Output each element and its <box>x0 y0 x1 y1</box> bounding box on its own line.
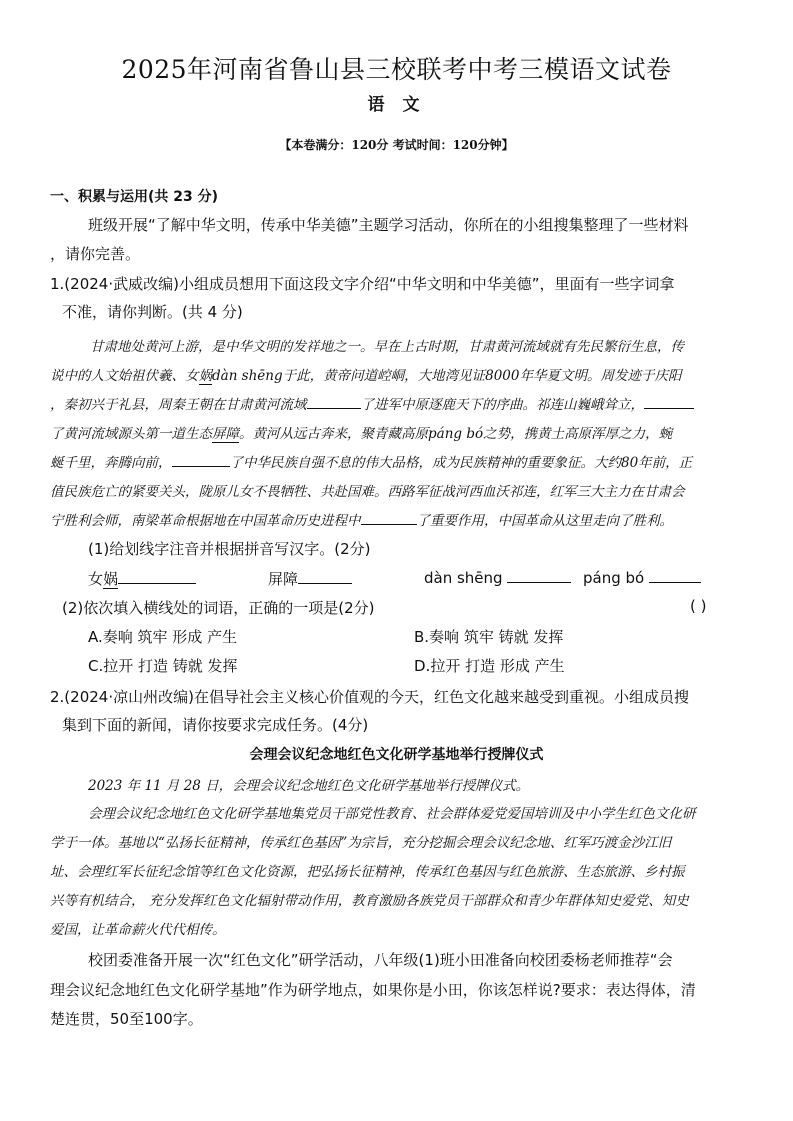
fill-blank <box>307 394 361 409</box>
underlined-word: 屏障 <box>212 426 239 442</box>
pinyin-answer-item: dàn shēng <box>424 568 571 587</box>
news-paragraph: 会理会议纪念地红色文化研学基地集党员干部党性教育、社会群体爱党爱国培训及中小学生红色文化研 <box>88 806 696 822</box>
fill-blank <box>644 394 694 409</box>
news-title: 会理会议纪念地红色文化研学基地举行授牌仪式 <box>249 747 544 763</box>
option-c[interactable]: C.拉开 打造 铸就 发挥 <box>88 657 238 675</box>
fill-blank <box>361 510 417 525</box>
pinyin-answer-item: 女娲 <box>88 568 196 589</box>
passage-line: 蜒千里，奔腾向前， 了中华民族自强不息的伟大品格，成为民族精神的重要象征。大约80年前，正 <box>50 451 692 471</box>
option-b[interactable]: B.奏响 筑牢 铸就 发挥 <box>414 628 564 646</box>
news-paragraph: 爱国，让革命薪火代代相传。 <box>50 922 226 938</box>
subquestion-2-label: (2)依次填入横线处的词语，正确的一项是(2分) <box>62 599 375 617</box>
task-instruction: 校团委准备开展一次“红色文化”研学活动，八年级(1)班小田准备向校团委杨老师推荐“会 <box>88 951 673 969</box>
underlined-char: 娲 <box>198 368 212 384</box>
option-a[interactable]: A.奏响 筑牢 形成 产生 <box>88 628 238 646</box>
task-instruction: 理会议纪念地红色文化研学基地”作为研学地点，如果你是小田，你该怎样说?要求：表达得体，清 <box>50 981 696 999</box>
section-heading: 一、积累与运用(共 23 分) <box>50 189 219 205</box>
passage-line: 值民族危亡的紧要关头，陇原儿女不畏牺牲、共赴国难。西路军征战河西血沃祁连，红军三大主力在甘肃会 <box>50 484 685 500</box>
pinyin-answer-item: 屏障 <box>268 568 352 589</box>
subquestion-1-label: (1)给划线字注音并根据拼音写汉字。(2分) <box>88 540 371 558</box>
question-1-stem: 不准，请你判断。(共 4 分) <box>62 303 243 321</box>
option-d[interactable]: D.拉开 打造 形成 产生 <box>414 657 565 675</box>
passage-line: 宁胜利会师，南梁革命根据地在中国革命历史进程中 了重要作用，中国革命从这里走向了胜利。 <box>50 509 673 529</box>
news-paragraph: 学于一体。基地以“弘扬长征精神，传承红色基因”为宗旨，充分挖掘会理会议纪念地、红军巧渡金沙江旧 <box>50 835 672 851</box>
section-intro-line: 班级开展“了解中华文明，传承中华美德”主题学习活动，你所在的小组搜集整理了一些材料 <box>88 216 689 234</box>
news-paragraph: 2023 年 11 月 28 日，会理会议纪念地红色文化研学基地举行授牌仪式。 <box>88 778 530 794</box>
answer-blank[interactable] <box>649 568 701 583</box>
section-intro-line: ，请你完善。 <box>50 245 141 263</box>
exam-title: 2025年河南省鲁山县三校联考中考三模语文试卷 <box>121 55 672 84</box>
question-1-stem: 1.(2024·武威改编)小组成员想用下面这段文字介绍“中华文明和中华美德”，里面有一些字词拿 <box>50 275 675 293</box>
passage-line: 说中的人文始祖伏羲、女娲dàn shēng于此，黄帝问道崆峒，大地湾见证8000年华夏文明。周发迹于庆阳 <box>50 368 682 384</box>
subject-label: 语 文 <box>367 95 426 115</box>
answer-blank[interactable] <box>118 569 196 584</box>
answer-blank[interactable] <box>507 568 571 583</box>
task-instruction: 楚连贯，50至100字。 <box>50 1010 203 1028</box>
score-time-info: 【本卷满分：120分 考试时间：120分钟】 <box>279 138 514 152</box>
passage-line: 了黄河流域源头第一道生态屏障。黄河从远古奔来，聚青藏高原páng bó之势，携黄土高原浑厚之力，蜿 <box>50 426 673 442</box>
answer-blank[interactable] <box>298 569 352 584</box>
question-2-stem: 2.(2024·凉山州改编)在倡导社会主义核心价值观的今天，红色文化越来越受到重视。小组成员搜 <box>50 688 689 706</box>
pinyin-answer-item: páng bó <box>583 568 701 587</box>
passage-line: 甘肃地处黄河上游，是中华文明的发祥地之一。早在上古时期，甘肃黄河流域就有先民繁衍生息，传 <box>90 339 684 355</box>
news-paragraph: 兴等有机结合， 充分发挥红色文化辐射带动作用，教育激励各族党员干部群众和青少年群体知史爱党、知史 <box>50 893 689 909</box>
question-2-stem: 集到下面的新闻，请你按要求完成任务。(4分) <box>62 716 369 734</box>
news-paragraph: 址、会理红军长征纪念馆等红色文化资源，把弘扬长征精神，传承红色基因与红色旅游、生态旅游、乡村振 <box>50 864 685 880</box>
passage-line: ，秦初兴于礼县，周秦王朝在甘肃黄河流域 了进军中原逐鹿天下的序曲。祁连山巍峨耸立， <box>50 393 694 413</box>
answer-parentheses[interactable]: ( ) <box>690 597 707 615</box>
fill-blank <box>172 452 230 467</box>
